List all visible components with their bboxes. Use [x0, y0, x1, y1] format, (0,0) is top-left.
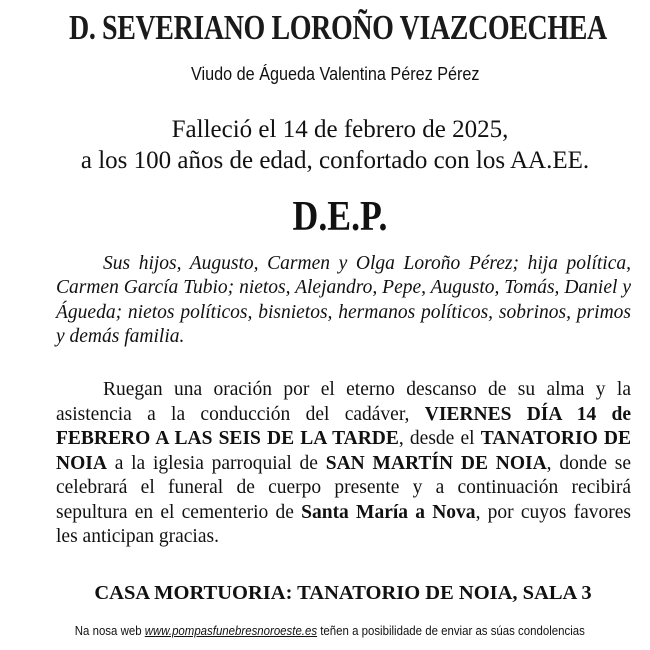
- footer-prefix: Na nosa web: [74, 623, 145, 638]
- footer-line: [0, 622, 650, 640]
- prayer-text-5: , por cuyos favores les anticipan gracias.: [56, 501, 631, 547]
- death-age-line: a los 100 años de edad, confortado con los AA.EE.: [80, 147, 590, 174]
- funeral-church: SAN MARTÍN DE NOIA: [325, 452, 547, 474]
- widower-line: [0, 62, 650, 86]
- casa-mortuoria: CASA MORTUORIA: TANATORIO DE NOIA, SALA 3: [94, 582, 592, 604]
- funeral-origin: TANATORIO DE NOIA: [56, 428, 631, 474]
- dep-heading: D.E.P.: [292, 194, 388, 240]
- prayer-text-3: a la iglesia parroquial de: [106, 452, 326, 474]
- prayer-text-1: Ruegan una oración por el eterno descanso de su alma y la asistencia a la conducción del cadáver,: [56, 379, 631, 425]
- deceased-name: D. SEVERIANO LOROÑO VIAZCOECHEA: [69, 8, 607, 47]
- death-info: [0, 114, 650, 176]
- prayer-paragraph: [56, 378, 631, 550]
- footer-suffix: teñen a posibilidade de enviar as súas condolencias: [317, 623, 586, 638]
- family-paragraph: Sus hijos, Augusto, Carmen y Olga Loroño Pérez; hija política, Carmen García Tubio; nietos, Alejandro, Pepe, Augusto, Tomás, Daniel y Águeda; nietos políticos, bisnietos, hermanos políticos, sobrinos, primos y demás familia.: [56, 253, 631, 347]
- prayer-text-4: , donde se celebrará el funeral de cuerpo presente y a continuación recibirá sepultura en el cementerio de: [56, 452, 631, 523]
- widower-text: Viudo de Águeda Valentina Pérez Pérez: [190, 64, 480, 84]
- footer-inner: [75, 622, 585, 640]
- prayer-text-2: , desde el: [398, 428, 481, 449]
- funeral-date-time: VIERNES DÍA 14 de FEBRERO A LAS SEIS DE LA TARDE: [56, 403, 631, 449]
- cemetery-name: Santa María a Nova: [301, 501, 476, 523]
- death-date-line: Falleció el 14 de febrero de 2025,: [171, 116, 509, 143]
- website-link[interactable]: www.pompasfunebresnoroeste.es: [144, 623, 318, 638]
